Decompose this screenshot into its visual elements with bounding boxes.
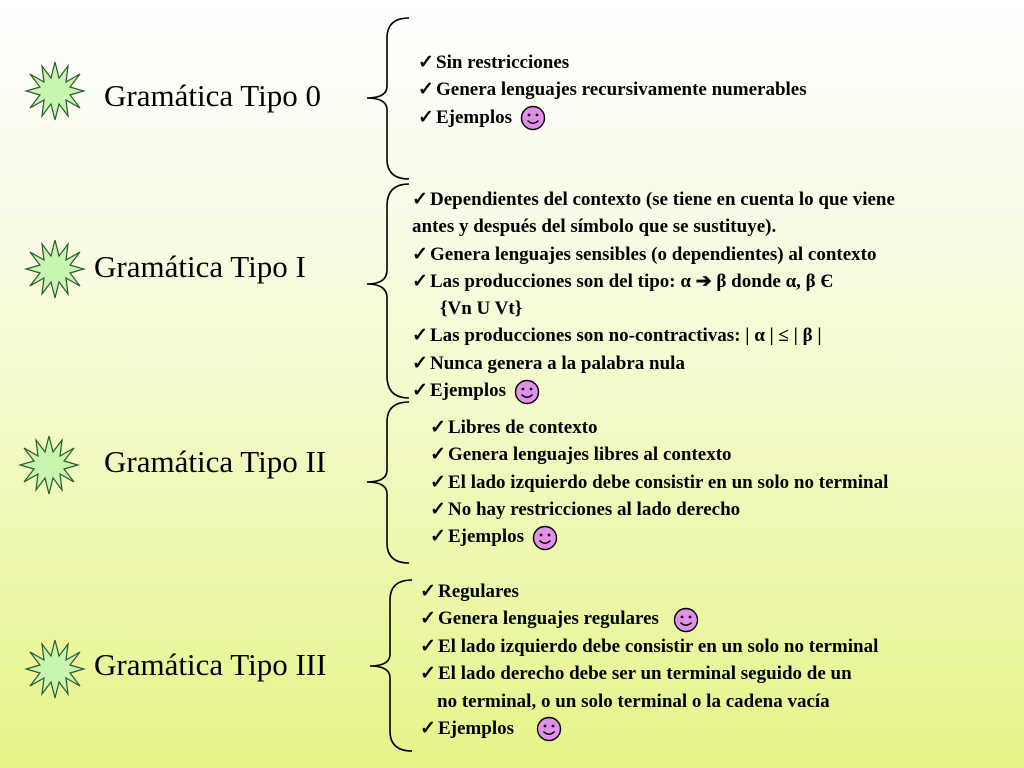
list-item: ✓ Ejemplos bbox=[420, 715, 878, 743]
smiley-icon bbox=[520, 105, 546, 131]
list-item: ✓ Libres de contexto bbox=[430, 417, 598, 438]
smiley-icon bbox=[514, 379, 540, 405]
section-title-tipo-0: Gramática Tipo 0 bbox=[104, 78, 321, 113]
list-item: ✓ Las producciones son del tipo: α ➔ β donde α, β Є bbox=[412, 270, 834, 292]
list-item: ✓ No hay restricciones al lado derecho bbox=[430, 498, 741, 520]
list-item: ✓ Regulares bbox=[420, 581, 519, 602]
brace-icon bbox=[365, 182, 415, 400]
list-item: ✓ Genera lenguajes recursivamente numerables bbox=[418, 79, 807, 101]
smiley-icon bbox=[532, 525, 558, 551]
list-item-continuation: no terminal, o un solo terminal o la cadena vacía bbox=[437, 690, 830, 712]
brace-icon bbox=[365, 400, 415, 565]
list-item: ✓ Nunca genera a la palabra nula bbox=[412, 352, 685, 374]
section-list-tipo-0 bbox=[418, 49, 807, 131]
starburst-icon bbox=[24, 60, 86, 122]
list-item: ✓ El lado izquierdo debe consistir en un solo no terminal bbox=[430, 471, 889, 493]
starburst-icon bbox=[24, 238, 86, 300]
list-item: ✓ Dependientes del contexto (se tiene en cuenta lo que viene bbox=[412, 189, 895, 210]
starburst-icon bbox=[18, 434, 80, 496]
section-list-tipo-i bbox=[412, 186, 895, 405]
list-item: ✓ Sin restricciones bbox=[418, 52, 570, 73]
list-item: ✓ Genera lenguajes libres al contexto bbox=[430, 444, 732, 466]
list-item: ✓ Las producciones son no-contractivas: | α | ≤ | β | bbox=[412, 325, 822, 347]
list-item-continuation: antes y después del símbolo que se sustituye). bbox=[412, 216, 777, 238]
list-item: ✓ El lado derecho debe ser un terminal seguido de un bbox=[420, 663, 852, 685]
list-item-continuation: {Vn U Vt} bbox=[440, 298, 523, 320]
list-item: ✓ Ejemplos bbox=[418, 104, 807, 132]
list-item: ✓ El lado izquierdo debe consistir en un solo no terminal bbox=[420, 635, 879, 657]
brace-icon bbox=[368, 578, 418, 753]
smiley-icon bbox=[673, 607, 699, 633]
smiley-icon bbox=[536, 716, 562, 742]
section-title-tipo-i: Gramática Tipo I bbox=[94, 249, 306, 284]
section-title-tipo-ii: Gramática Tipo II bbox=[104, 444, 327, 479]
section-list-tipo-ii bbox=[430, 414, 888, 551]
list-item: ✓ Ejemplos bbox=[430, 523, 888, 551]
brace-icon bbox=[365, 16, 415, 181]
starburst-icon bbox=[24, 638, 86, 700]
section-list-tipo-iii bbox=[420, 578, 878, 742]
list-item: ✓ Ejemplos bbox=[412, 377, 895, 405]
list-item: ✓ Genera lenguajes regulares bbox=[420, 605, 878, 633]
arrow-icon: ➔ bbox=[695, 270, 712, 292]
list-item: ✓ Genera lenguajes sensibles (o dependientes) al contexto bbox=[412, 243, 877, 265]
section-title-tipo-iii: Gramática Tipo III bbox=[94, 647, 327, 682]
